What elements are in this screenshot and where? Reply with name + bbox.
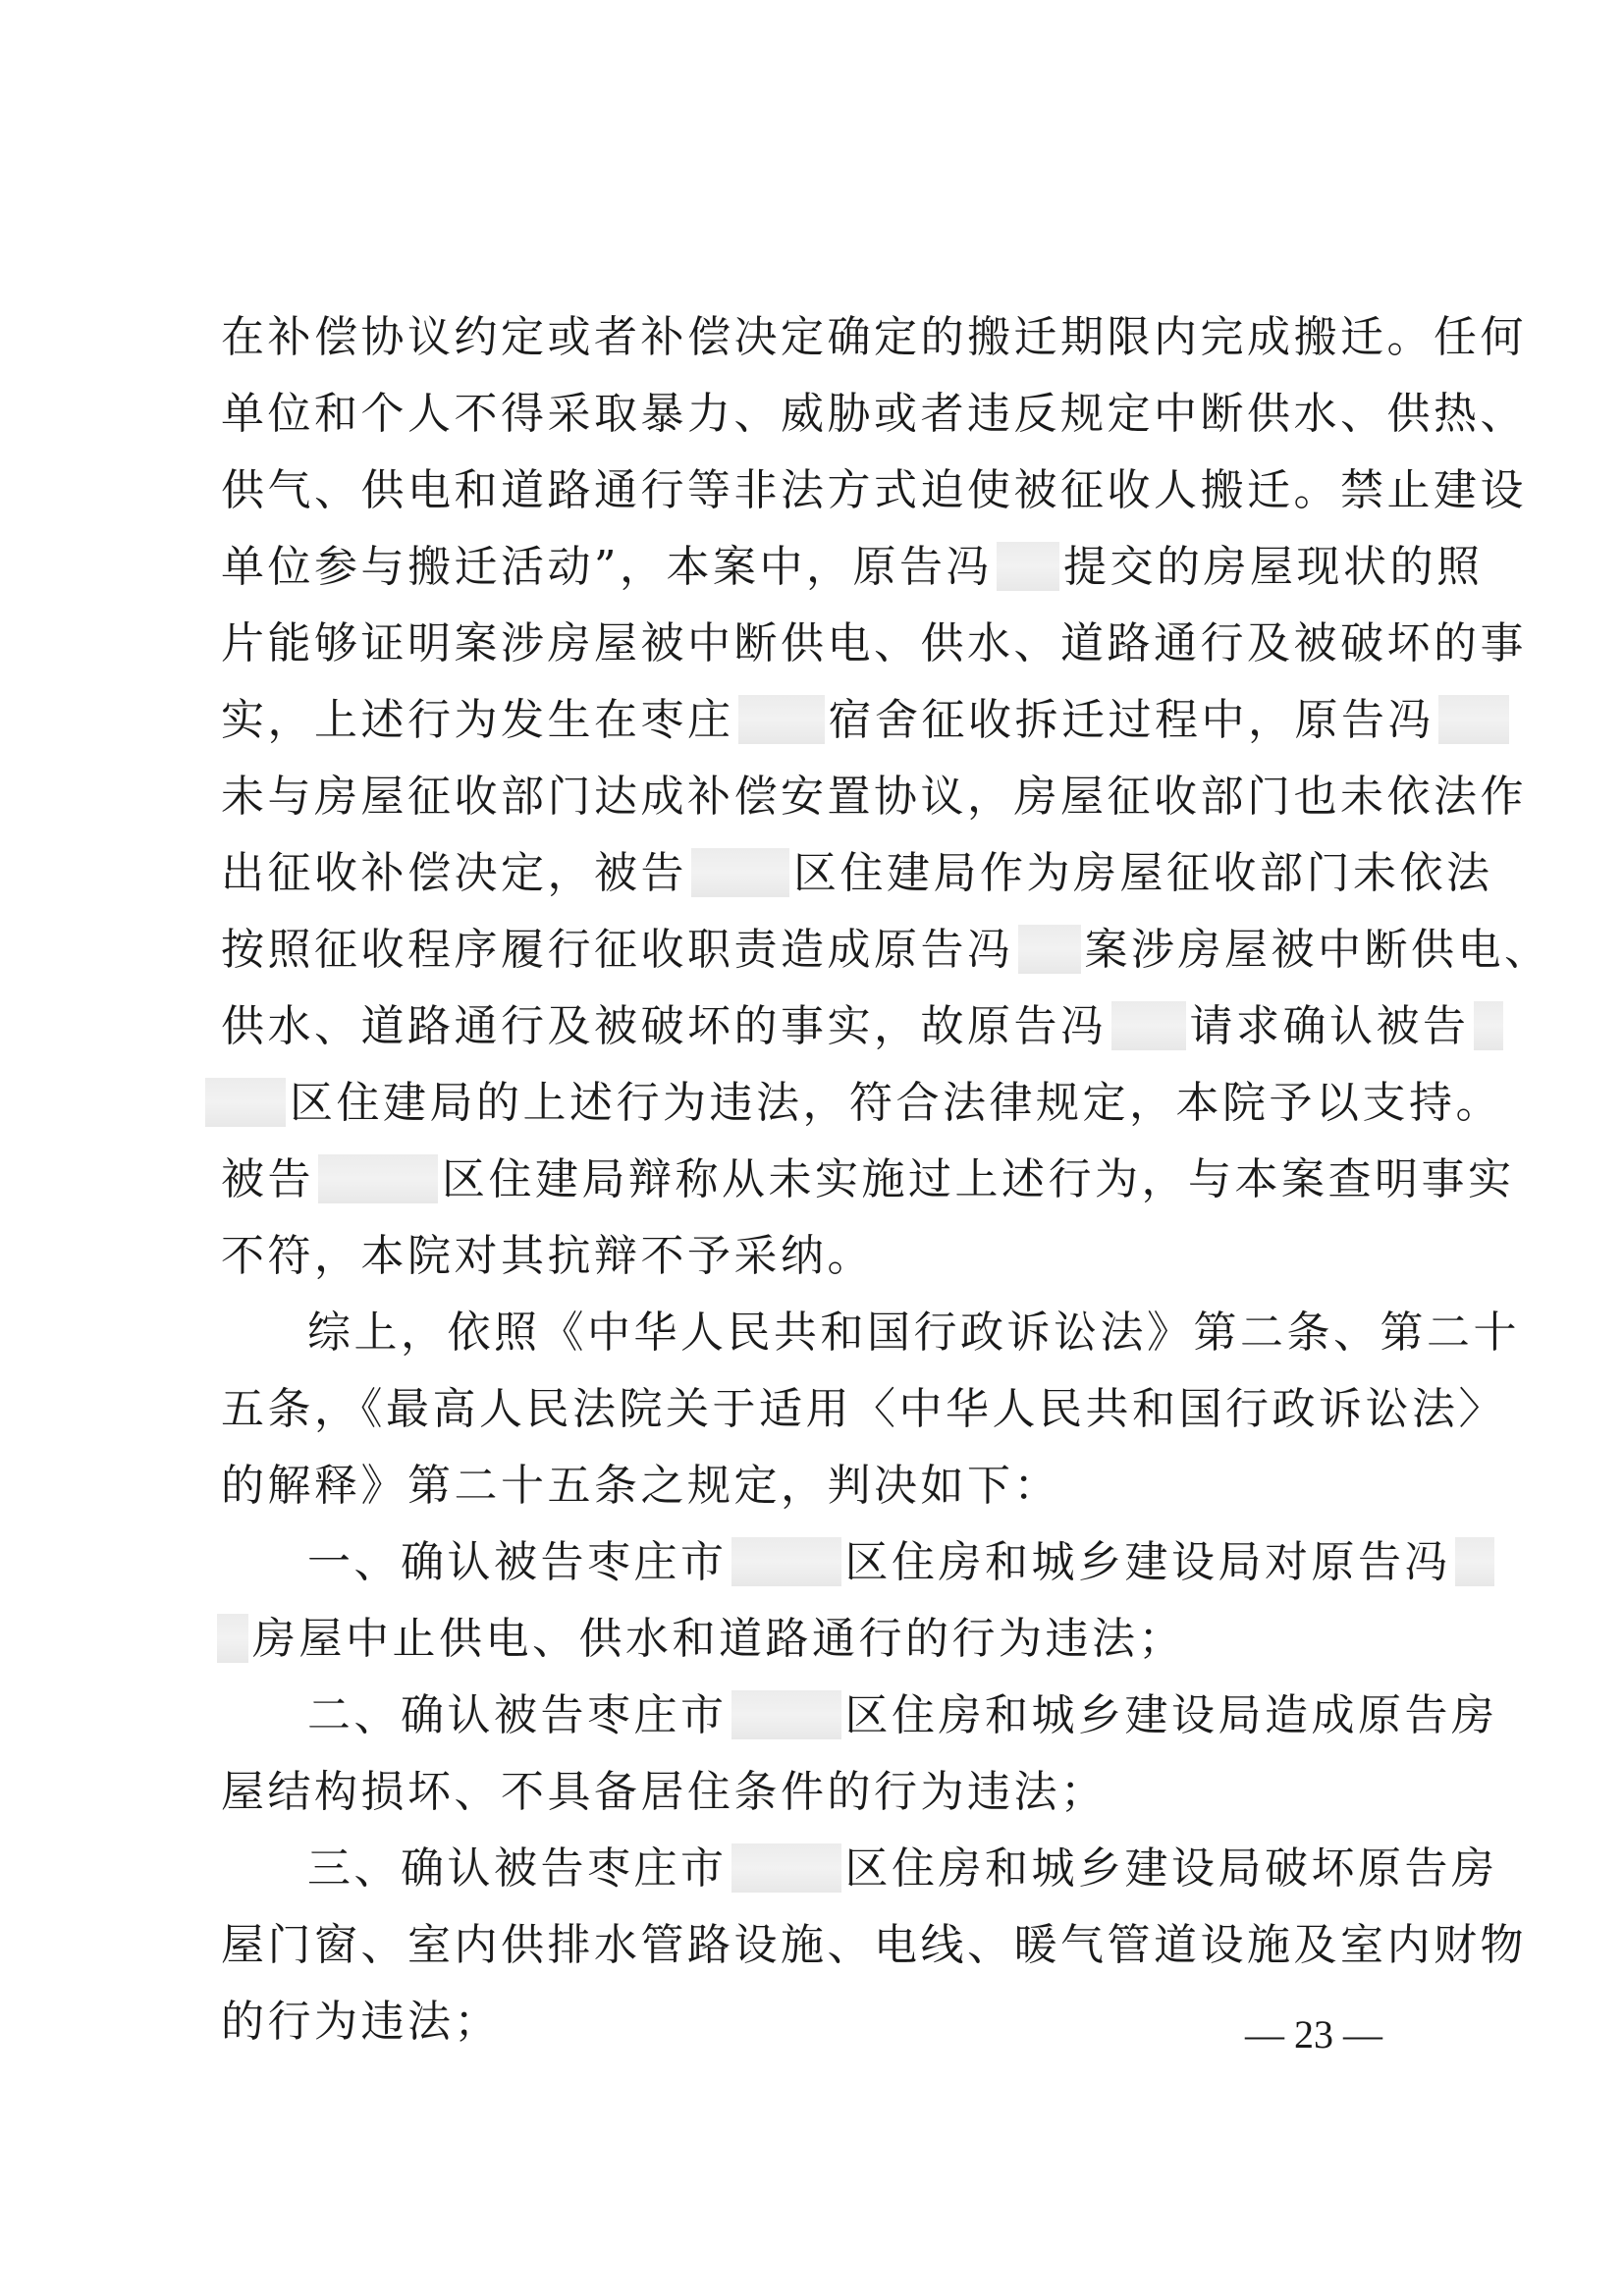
judgment-item [307, 1843, 1498, 1895]
redaction-block [691, 848, 789, 897]
redaction-block [738, 695, 825, 744]
body-line: 供气、供电和道路通行等非法方式迫使被征收人搬迁。禁止建设 [221, 465, 1527, 515]
text-segment: 区住房和城乡建设局对原告冯 [844, 1537, 1451, 1587]
body-line: 的解释》第二十五条之规定，判决如下： [221, 1461, 1060, 1511]
text-segment: 区住建局辩称从未实施过上述行为，与本案查明事实 [442, 1154, 1515, 1204]
redaction-block [1018, 925, 1081, 974]
redaction-block [1111, 1001, 1186, 1050]
text-segment: 提交的房屋现状的照 [1063, 542, 1484, 592]
text-segment: 区住房和城乡建设局造成原告房 [844, 1690, 1498, 1740]
text-segment: 出征收补偿决定，被告 [221, 848, 687, 898]
text-segment: 被告 [221, 1154, 314, 1204]
judgment-item: 屋结构损坏、不具备居住条件的行为违法； [221, 1767, 1108, 1817]
body-line [221, 542, 1484, 593]
body-line [221, 848, 1493, 899]
text-segment: 单位参与搬迁活动”，本案中，原告冯 [221, 542, 993, 592]
body-line [221, 1001, 1507, 1052]
judgment-item: 屋门窗、室内供排水管路设施、电线、暖气管道设施及室内财物 [221, 1920, 1527, 1970]
body-line: 五条，《最高人民法院关于适用〈中华人民共和国行政诉讼法〉 [221, 1384, 1505, 1434]
redaction-block [731, 1690, 841, 1739]
body-line: 片能够证明案涉房屋被中断供电、供水、道路通行及被破坏的事 [221, 618, 1527, 668]
body-line [221, 695, 1513, 746]
redaction-block [731, 1537, 841, 1586]
body-line [221, 1154, 1515, 1205]
text-segment: 房屋中止供电、供水和道路通行的行为违法； [252, 1614, 1185, 1664]
redaction-block [217, 1614, 248, 1663]
body-line [221, 1078, 1502, 1129]
judgment-item [307, 1690, 1498, 1741]
redaction-block [1438, 695, 1509, 744]
text-segment: 区住建局作为房屋征收部门未依法 [793, 848, 1493, 898]
judgment-item [221, 1614, 1185, 1665]
text-segment: 区住建局的上述行为违法，符合法律规定，本院予以支持。 [290, 1078, 1502, 1128]
body-line: 未与房屋征收部门达成补偿安置协议，房屋征收部门也未依法作 [221, 772, 1527, 822]
text-segment: 三、确认被告枣庄市 [307, 1843, 728, 1894]
body-line: 单位和个人不得采取暴力、威胁或者违反规定中断供水、供热、 [221, 389, 1527, 439]
judgment-item: 的行为违法； [221, 1997, 501, 2047]
text-segment: 一、确认被告枣庄市 [307, 1537, 728, 1587]
redaction-block [997, 542, 1059, 591]
redaction-block [318, 1154, 438, 1203]
page-number: — 23 — [1245, 2012, 1382, 2056]
body-line [221, 925, 1551, 976]
text-segment: 实，上述行为发生在枣庄 [221, 695, 734, 745]
body-line: 在补偿协议约定或者补偿决定确定的搬迁期限内完成搬迁。任何 [221, 312, 1527, 362]
body-line: 综上，依照《中华人民共和国行政诉讼法》第二条、第二十 [307, 1308, 1520, 1358]
text-segment: 宿舍征收拆迁过程中，原告冯 [828, 695, 1435, 745]
text-segment: 按照征收程序履行征收职责造成原告冯 [221, 925, 1014, 975]
judgment-item [307, 1537, 1498, 1588]
body-line: 不符，本院对其抗辩不予采纳。 [221, 1231, 874, 1281]
redaction-block [1455, 1537, 1494, 1586]
text-segment: 请求确认被告 [1189, 1001, 1470, 1051]
redaction-block [205, 1078, 286, 1127]
redaction-block [731, 1843, 841, 1893]
text-segment: 供水、道路通行及被破坏的事实，故原告冯 [221, 1001, 1108, 1051]
text-segment: 区住房和城乡建设局破坏原告房 [844, 1843, 1498, 1894]
redaction-block [1474, 1001, 1503, 1050]
text-segment: 案涉房屋被中断供电、 [1084, 925, 1551, 975]
text-segment: 二、确认被告枣庄市 [307, 1690, 728, 1740]
